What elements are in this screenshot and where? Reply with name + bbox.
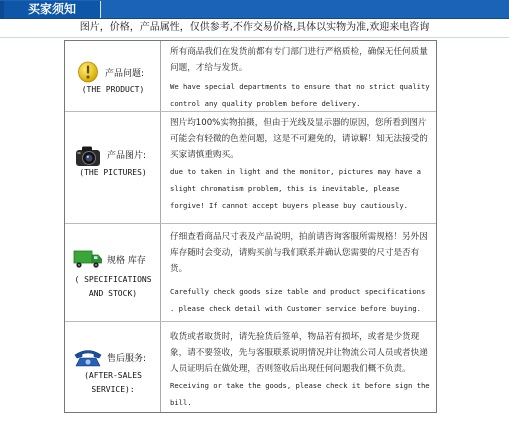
- label-en: (AFTER-SALES SERVICE):: [84, 371, 142, 394]
- disclaimer-notice: 图片，价格，产品属性，仅供参考,不作交易价格,具体以实物为准,欢迎来电咨询: [0, 19, 509, 38]
- label-cell-pictures: [65, 112, 161, 223]
- table-row-after-sales: [65, 321, 436, 412]
- label-en: (THE PRODUCT): [81, 85, 145, 94]
- label-cn: 售后服务:: [107, 354, 147, 364]
- label-cn: 产品问题:: [105, 69, 145, 79]
- content-cell-specifications: [161, 224, 436, 321]
- description-en: Receiving or take the goods, please check it before sign the bill.: [170, 381, 434, 407]
- table-row-pictures: [65, 111, 436, 223]
- buyer-notice-title: 买家须知: [4, 1, 101, 18]
- delivery-truck-icon: [73, 248, 103, 270]
- label-cell-product: [65, 41, 161, 111]
- table-row-specifications: [65, 223, 436, 321]
- label-cell-specifications: [65, 224, 161, 321]
- content-cell-after-sales: [161, 322, 436, 412]
- label-cn: 规格 库存: [107, 256, 146, 266]
- telephone-icon: [73, 347, 103, 367]
- content-cell-pictures: [161, 112, 436, 223]
- description-cn: 所有商品我们在发货前都有专门部门进行严格质检，确保无任何质量问题，才给与发货。: [170, 47, 428, 73]
- warning-icon: [77, 61, 99, 83]
- label-en: ( SPECIFICATIONS AND STOCK): [74, 275, 152, 298]
- description-cn: 图片均100%实物拍摄，但由于光线及显示器的原因，您所看到图片可能会有轻微的色差问题，这是不可避免的，请谅解！知无法接受的买家请慎重购买。: [170, 118, 428, 160]
- description-cn: 仔细查看商品尺寸表及产品说明，拍前请咨询客服所需规格！另外因库存随时会变动，请购买前与我们联系并确认您需要的尺寸是否有货。: [170, 232, 428, 274]
- camera-icon: [75, 145, 101, 167]
- description-cn: 收货或者取货时，请先验货后签单，物品若有损坏，或者是少货现象，请不要签收，先与客服联系说明情况并让物流公司人员或者快递人员证明后在做处理，否则签收后出现任何问题我们概不负责。: [170, 332, 428, 374]
- description-en: due to taken in light and the monitor, pictures may have a slight chromatism problem, this is inevitable, please forgive! If cannot accept buyers please buy cautiously.: [170, 167, 426, 210]
- label-en: (THE PICTURES): [79, 168, 147, 177]
- description-en: Carefully check goods size table and product specifications . please check detail with Customer service before buying.: [170, 287, 430, 313]
- notice-table: [64, 40, 437, 413]
- content-cell-product: [161, 41, 436, 111]
- label-cell-after-sales: [65, 322, 161, 412]
- header-bar: [0, 0, 509, 19]
- label-cn: 产品图片:: [107, 151, 147, 161]
- description-en: We have special departments to ensure that no strict quality control any quality problem before delivery.: [170, 82, 434, 108]
- table-row-product: [65, 41, 436, 111]
